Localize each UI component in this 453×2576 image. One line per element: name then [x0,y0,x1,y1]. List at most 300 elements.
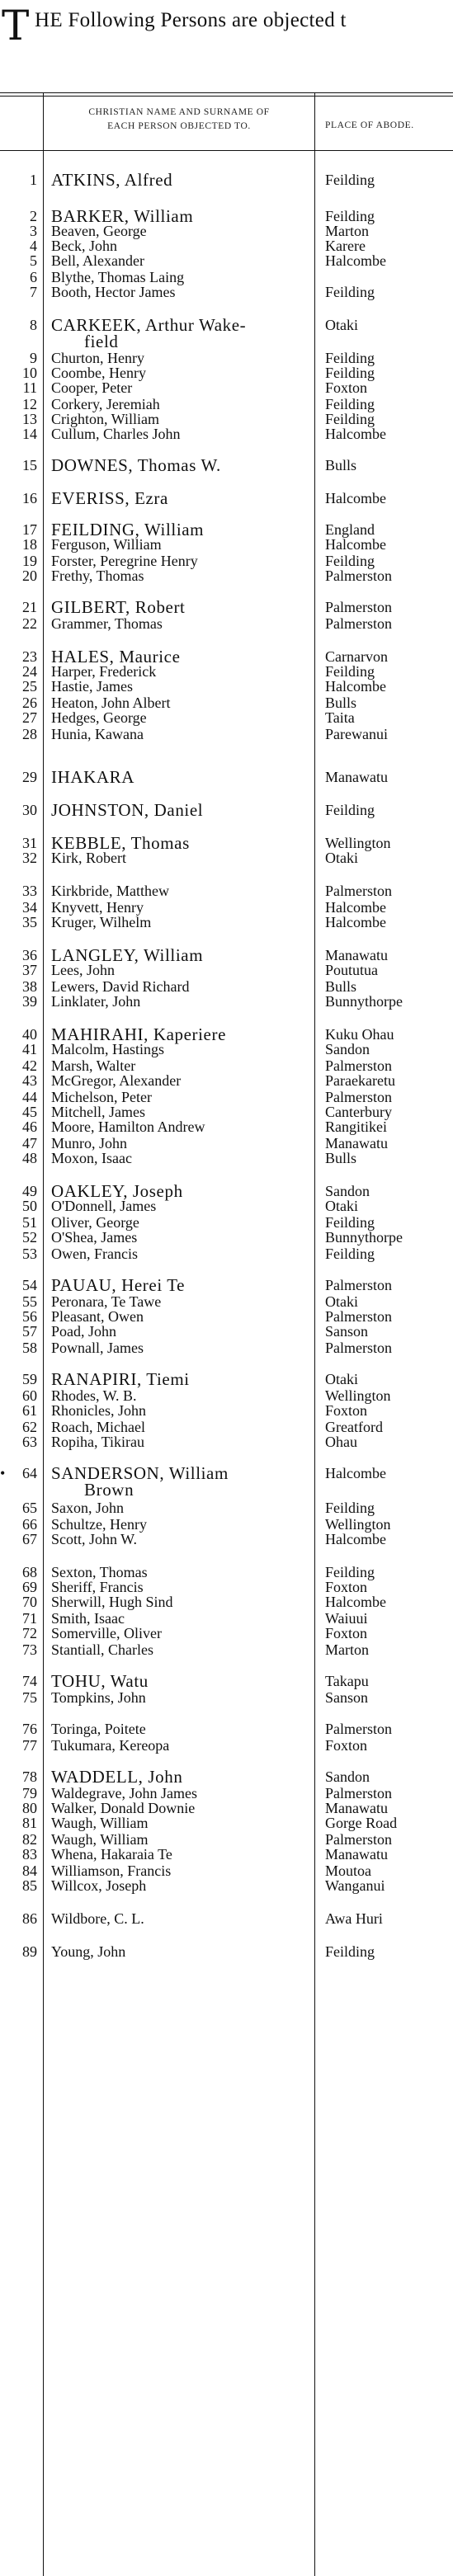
person-name-text: Frethy, Thomas [51,567,144,584]
person-name [51,567,307,584]
entry-number: 55 [22,1293,37,1310]
person-name-text: PAUAU, Herei Te [51,1275,186,1295]
place-of-abode: Feilding [325,411,375,427]
place-of-abode: England [325,521,375,538]
person-name-text: Roach, Michael [51,1419,145,1435]
entry-number: 6 [30,269,37,285]
place-of-abode: Otaki [325,850,358,866]
place-of-abode: Halcombe [325,252,386,269]
person-name [51,490,307,506]
person-name [51,269,307,285]
person-name [51,1594,307,1610]
person-name-text: KEBBLE, Thomas [51,833,190,853]
place-of-abode: Feilding [325,208,375,224]
entry-number: 13 [22,411,37,427]
person-name [51,1863,307,1879]
person-name [51,1419,307,1435]
person-name-text: DOWNES, Thomas W. [51,455,221,475]
person-name-text: Waugh, William [51,1831,149,1848]
person-name [51,709,307,726]
entry-number: 62 [22,1419,37,1435]
entry-number: 39 [22,993,37,1010]
place-of-abode: Karere [325,238,366,254]
person-name [51,1150,307,1166]
place-of-abode: Wellington [325,1387,391,1404]
entry-number: 2 [30,208,37,224]
entry-number: 85 [22,1877,37,1894]
name-header-line1: CHRISTIAN NAME AND SURNAME OF [88,107,270,117]
place-of-abode: Palmerston [325,1721,392,1737]
person-name [51,1500,307,1516]
person-name-text: Crighton, William [51,411,159,427]
person-name-text: Lees, John [51,962,115,978]
place-of-abode: Foxton [325,1625,368,1641]
person-name [51,1072,307,1089]
person-name-text: BARKER, William [51,206,194,226]
person-name-text: Somerville, Oliver [51,1625,162,1641]
person-name-text: Toringa, Poitete [51,1721,146,1737]
entry-number: 30 [22,802,37,818]
entry-number: 29 [22,769,37,785]
place-of-abode: Feilding [325,1564,375,1580]
entry-number: 7 [30,284,37,300]
person-name-text: Williamson, Francis [51,1863,172,1879]
person-name-text: Whena, Hakaraia Te [51,1846,172,1863]
place-of-abode: Foxton [325,379,368,396]
place-of-abode: Moutoa [325,1863,371,1879]
name-header-line2: EACH PERSON OBJECTED TO. [107,121,251,131]
place-of-abode: Halcombe [325,536,386,553]
entry-number: 45 [22,1104,37,1120]
entry-number: 19 [22,553,37,569]
person-name [51,914,307,930]
entry-number: 34 [22,899,37,916]
place-of-abode: Palmerston [325,1831,392,1848]
margin-mark: • [0,1465,6,1481]
person-name [51,993,307,1010]
person-name-text: Tompkins, John [51,1689,146,1706]
entry-number: 22 [22,615,37,632]
person-name-text: O'Donnell, James [51,1198,157,1214]
place-of-abode: Halcombe [325,678,386,695]
person-name-text: Sheriff, Francis [51,1579,144,1595]
person-name [51,1183,307,1199]
person-name-text: Grammer, Thomas [51,615,163,632]
person-name-text: Michelson, Peter [51,1089,152,1105]
entry-number: 1 [30,172,37,188]
place-of-abode: Poututua [325,962,379,978]
person-name-continuation: field [84,332,119,351]
place-of-abode: Feilding [325,350,375,366]
place-of-abode: Palmerston [325,615,392,632]
entry-number: 12 [22,396,37,412]
person-name-text: O'Shea, James [51,1229,138,1246]
place-of-abode: Wanganui [325,1877,385,1894]
person-name [51,769,307,785]
person-name-text: CARKEEK, Arthur Wake- [51,315,247,335]
person-name-text: Linklater, John [51,993,141,1010]
person-name [51,835,307,851]
person-name [51,1198,307,1214]
entry-number: 79 [22,1785,37,1801]
place-of-abode: Halcombe [325,490,386,506]
place-of-abode: Sandon [325,1768,370,1785]
entry-number: 25 [22,678,37,695]
header-bottom-rule [0,150,453,151]
person-name-text: Heaton, John Albert [51,695,171,711]
person-name-text: Waugh, William [51,1815,149,1831]
place-of-abode: Manawatu [325,1135,388,1151]
person-name [51,1229,307,1246]
person-name-text: Owen, Francis [51,1246,138,1262]
entry-number: 75 [22,1689,37,1706]
entry-number: 38 [22,978,37,995]
person-name [51,1387,307,1404]
person-name-text: Mitchell, James [51,1104,145,1120]
person-name [51,411,307,427]
person-name [51,802,307,818]
person-name [51,947,307,963]
person-name [51,615,307,632]
place-of-abode: Feilding [325,172,375,188]
person-name [51,1768,307,1785]
person-name-text: Ropiha, Tikirau [51,1434,145,1450]
person-name [51,962,307,978]
place-of-abode: Rangitikei [325,1118,387,1135]
person-name-text: Kruger, Wilhelm [51,914,152,930]
entry-number: 14 [22,426,37,442]
person-name [51,1246,307,1262]
person-name [51,1340,307,1356]
entry-number: 44 [22,1089,37,1105]
person-name-text: Wildbore, C. L. [51,1910,144,1927]
person-name [51,1910,307,1927]
person-name [51,1371,307,1387]
person-name-text: HALES, Maurice [51,647,181,666]
entry-number: 33 [22,883,37,899]
entry-number: 56 [22,1308,37,1325]
person-name-continuation: Brown [84,1480,134,1500]
person-name-text: Schultze, Henry [51,1516,147,1533]
person-name [51,1089,307,1105]
person-name-text: EVERISS, Ezra [51,488,168,508]
person-name-text: Cullum, Charles John [51,426,181,442]
person-name [51,284,307,300]
person-name [51,1118,307,1135]
place-of-abode: Palmerston [325,599,392,615]
person-name [51,1214,307,1231]
person-name-text: Hedges, George [51,709,147,726]
person-name [51,365,307,381]
person-name [51,883,307,899]
place-of-abode: Halcombe [325,1531,386,1547]
entry-number: 3 [30,223,37,239]
person-name-text: OAKLEY, Joseph [51,1181,183,1201]
place-of-abode: Paraekaretu [325,1072,395,1089]
person-name-text: Forster, Peregrine Henry [51,553,198,569]
entry-number: 82 [22,1831,37,1848]
place-of-abode: Sanson [325,1689,369,1706]
person-name-text: RANAPIRI, Tiemi [51,1369,190,1389]
person-name [51,1564,307,1580]
entry-number: 9 [30,350,37,366]
entry-number: 26 [22,695,37,711]
person-name-text: Ferguson, William [51,536,162,553]
entry-number: 81 [22,1815,37,1831]
person-name [51,1625,307,1641]
person-name [51,1308,307,1325]
person-name [51,1800,307,1816]
person-name-text: Malcolm, Hastings [51,1041,164,1057]
person-name-text: Oliver, George [51,1214,139,1231]
person-name-text: TOHU, Watu [51,1671,149,1691]
entry-number: 15 [22,457,37,473]
person-name [51,1026,307,1043]
person-name [51,317,307,350]
place-of-abode: Otaki [325,1293,358,1310]
place-of-abode: Takapu [325,1673,369,1689]
person-name-text: Beaven, George [51,223,147,239]
entry-number: 67 [22,1531,37,1547]
person-name [51,678,307,695]
entry-number: 61 [22,1402,37,1419]
person-name-text: Kirkbride, Matthew [51,883,169,899]
person-name [51,379,307,396]
person-name-text: Moxon, Isaac [51,1150,132,1166]
entry-number: 58 [22,1340,37,1356]
person-name-text: Moore, Hamilton Andrew [51,1118,205,1135]
person-name-text: Booth, Hector James [51,284,176,300]
place-of-abode: Halcombe [325,426,386,442]
place-of-abode: Palmerston [325,1089,392,1105]
place-of-abode: Sandon [325,1041,370,1057]
abode-column-divider [314,92,315,2576]
person-name-text: Bell, Alexander [51,252,144,269]
place-of-abode: Feilding [325,1943,375,1960]
person-name-text: GILBERT, Robert [51,597,186,617]
person-name-text: Walker, Donald Downie [51,1800,196,1816]
person-name [51,1516,307,1533]
place-of-abode: Halcombe [325,899,386,916]
place-of-abode: Feilding [325,553,375,569]
entry-number: 74 [22,1673,37,1689]
person-name [51,396,307,412]
person-name [51,695,307,711]
entry-number: 70 [22,1594,37,1610]
entry-number: 11 [22,379,37,396]
person-name [51,599,307,615]
person-name [51,536,307,553]
place-of-abode: Bulls [325,978,357,995]
abode-column-header: PLACE OF ABODE. [325,120,414,130]
person-name [51,1135,307,1151]
person-name-text: Smith, Isaac [51,1610,125,1627]
person-name [51,663,307,680]
place-of-abode: Palmerston [325,1277,392,1293]
person-name [51,1877,307,1894]
person-name [51,553,307,569]
person-name [51,1434,307,1450]
person-name-text: Munro, John [51,1135,128,1151]
person-name [51,1277,307,1293]
person-name-text: JOHNSTON, Daniel [51,800,204,820]
person-name [51,208,307,224]
person-name-text: Pownall, James [51,1340,144,1356]
person-name [51,1293,307,1310]
place-of-abode: Foxton [325,1737,368,1754]
place-of-abode: Foxton [325,1579,368,1595]
person-name [51,457,307,473]
person-name-text: Lewers, David Richard [51,978,190,995]
entry-number: 46 [22,1118,37,1135]
person-name [51,238,307,254]
place-of-abode: Carnarvon [325,648,388,665]
person-name-text: IHAKARA [51,767,135,787]
person-name-text: MAHIRAHI, Kaperiere [51,1024,226,1044]
entry-number: 89 [22,1943,37,1960]
place-of-abode: Feilding [325,802,375,818]
entry-number: 18 [22,536,37,553]
person-name-text: Young, John [51,1943,126,1960]
entry-number: 78 [22,1768,37,1785]
top-rule-inner [0,96,453,97]
place-of-abode: Palmerston [325,1308,392,1325]
entry-number: 36 [22,947,37,963]
place-of-abode: Palmerston [325,883,392,899]
entry-number: 80 [22,1800,37,1816]
person-name [51,850,307,866]
person-name [51,350,307,366]
entry-number: 40 [22,1026,37,1043]
person-name-text: Hunia, Kawana [51,726,144,742]
place-of-abode: Sanson [325,1323,369,1340]
person-name [51,1610,307,1627]
place-of-abode: Waiuui [325,1610,368,1627]
entry-number: 83 [22,1846,37,1863]
place-of-abode: Bulls [325,1150,357,1166]
person-name-text: Churton, Henry [51,350,144,366]
place-of-abode: Awa Huri [325,1910,383,1927]
place-of-abode: Feilding [325,365,375,381]
place-of-abode: Otaki [325,317,358,333]
place-of-abode: Marton [325,1641,369,1658]
person-name [51,1057,307,1074]
place-of-abode: Manawatu [325,1846,388,1863]
entry-number: 48 [22,1150,37,1166]
place-of-abode: Halcombe [325,1465,386,1481]
entry-number: 8 [30,317,37,333]
entry-number: 42 [22,1057,37,1074]
person-name [51,1943,307,1960]
person-name [51,1846,307,1863]
place-of-abode: Halcombe [325,914,386,930]
place-of-abode: Feilding [325,1214,375,1231]
number-column-divider [43,92,44,2576]
place-of-abode: Manawatu [325,947,388,963]
person-name-text: McGregor, Alexander [51,1072,182,1089]
person-name [51,1104,307,1120]
place-of-abode: Palmerston [325,567,392,584]
entry-number: 17 [22,521,37,538]
place-of-abode: Marton [325,223,369,239]
heading-initial: T [2,5,30,46]
place-of-abode: Foxton [325,1402,368,1419]
place-of-abode: Wellington [325,1516,391,1533]
top-rule [0,92,453,93]
entry-number: 4 [30,238,37,254]
place-of-abode: Bunnythorpe [325,993,403,1010]
person-name [51,1737,307,1754]
person-name-text: WADDELL, John [51,1767,183,1787]
person-name-text: Sherwill, Hugh Sind [51,1594,173,1610]
person-name-text: Knyvett, Henry [51,899,144,916]
person-name-text: Cooper, Peter [51,379,133,396]
person-name [51,252,307,269]
person-name [51,899,307,916]
entry-number: 5 [30,252,37,269]
entry-number: 49 [22,1183,37,1199]
entry-number: 47 [22,1135,37,1151]
entry-number: 53 [22,1246,37,1262]
person-name-text: LANGLEY, William [51,945,204,965]
entry-number: 31 [22,835,37,851]
entry-number: 28 [22,726,37,742]
person-name-text: Saxon, John [51,1500,125,1516]
entry-number: 50 [22,1198,37,1214]
entry-number: 32 [22,850,37,866]
person-name [51,1673,307,1689]
person-name-text: Willcox, Joseph [51,1877,147,1894]
entry-number: 86 [22,1910,37,1927]
person-name [51,1641,307,1658]
entry-number: 60 [22,1387,37,1404]
place-of-abode: Palmerston [325,1785,392,1801]
place-of-abode: Palmerston [325,1057,392,1074]
place-of-abode: Feilding [325,396,375,412]
person-name-text: Pleasant, Owen [51,1308,144,1325]
entry-number: 76 [22,1721,37,1737]
person-name-text: Poad, John [51,1323,117,1340]
person-name-text: Peronara, Te Tawe [51,1293,162,1310]
person-name [51,1041,307,1057]
person-name [51,521,307,538]
person-name [51,726,307,742]
person-name-text: SANDERSON, William [51,1463,229,1483]
person-name-text: Marsh, Walter [51,1057,136,1074]
place-of-abode: Gorge Road [325,1815,398,1831]
place-of-abode: Feilding [325,1246,375,1262]
place-of-abode: Palmerston [325,1340,392,1356]
place-of-abode: Manawatu [325,1800,388,1816]
place-of-abode: Canterbury [325,1104,392,1120]
place-of-abode: Greatford [325,1419,383,1435]
entry-number: 73 [22,1641,37,1658]
person-name [51,1323,307,1340]
person-name-text: Harper, Frederick [51,663,157,680]
person-name-text: Waldegrave, John James [51,1785,197,1801]
person-name [51,648,307,665]
person-name-text: Tukumara, Kereopa [51,1737,170,1754]
entry-number: 37 [22,962,37,978]
place-of-abode: Bulls [325,695,357,711]
entry-number: 64 [22,1465,37,1481]
entry-number: 63 [22,1434,37,1450]
place-of-abode: Bulls [325,457,357,473]
entry-number: 16 [22,490,37,506]
entry-number: 52 [22,1229,37,1246]
person-name [51,1721,307,1737]
person-name [51,1402,307,1419]
